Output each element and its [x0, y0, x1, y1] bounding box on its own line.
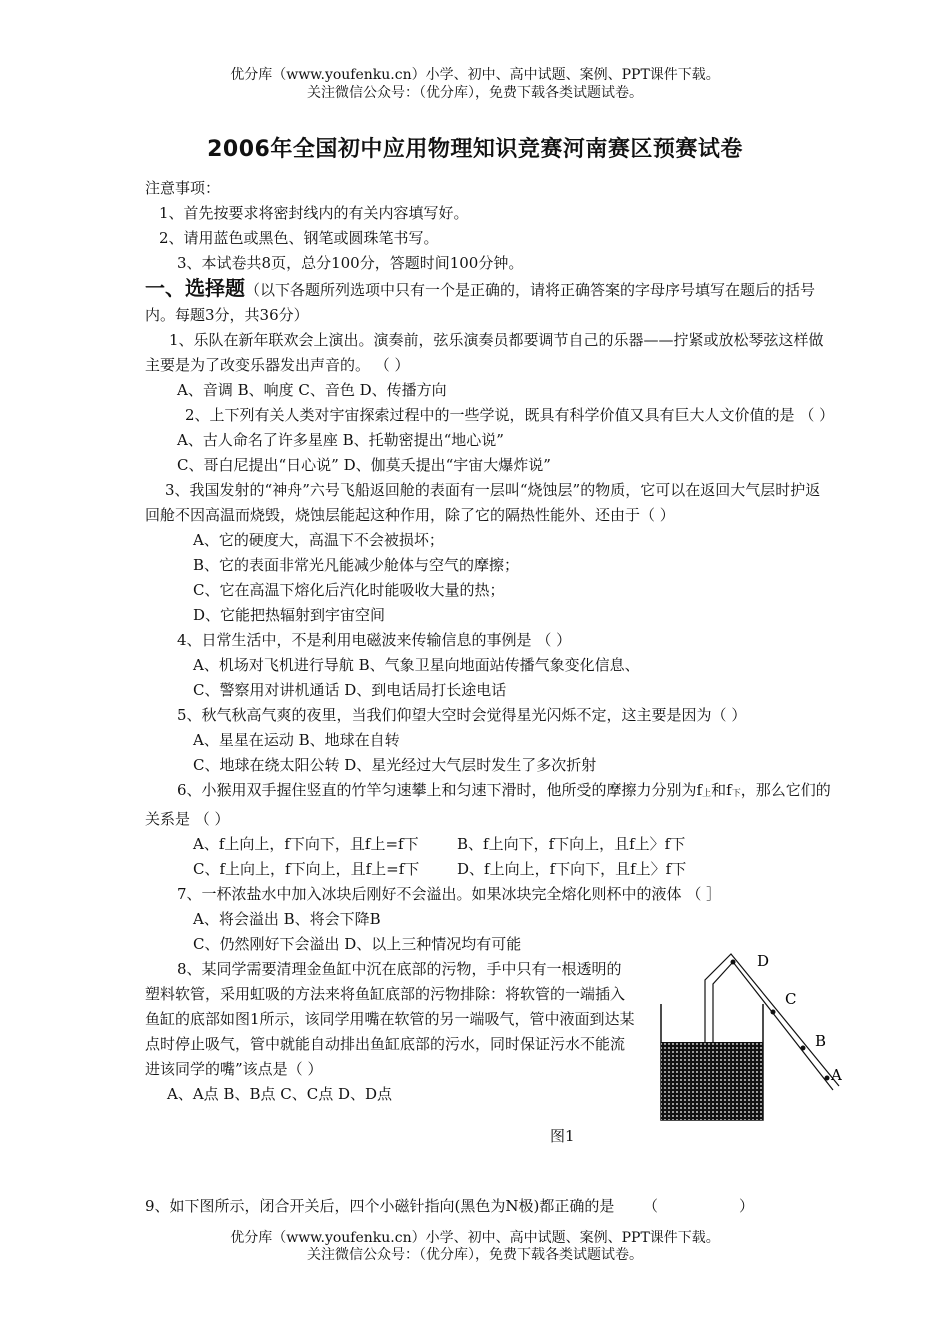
- notice-item-1: 1、首先按要求将密封线内的有关内容填写好。: [159, 204, 469, 222]
- section-1-desc: （以下各题所列选项中只有一个是正确的，请将正确答案的字母序号填写在题后的括号内。每题3分，共36分）: [145, 281, 816, 324]
- q6-stem-b: 和f: [711, 781, 732, 799]
- q6-options-1: [145, 832, 835, 857]
- q3-option-a: A、它的硬度大，高温下不会被损坏；: [193, 531, 444, 549]
- tank-sediment: [661, 1042, 763, 1120]
- q6-option-d: D、f上向上，f下向下，且f上〉f下: [457, 860, 687, 878]
- point-a-dot: [825, 1076, 830, 1081]
- q5-options-1: A、星星在运动 B、地球在自转: [193, 731, 400, 749]
- q6-option-c: C、f上向上，f下向上，且f上=f下: [193, 860, 420, 878]
- q4-options-2: C、警察用对讲机通话 D、到电话局打长途电话: [193, 681, 507, 699]
- point-c-label: C: [785, 990, 797, 1008]
- q5-options-2: C、地球在绕太阳公转 D、星光经过大气层时发生了多次折射: [193, 756, 597, 774]
- point-b-dot: [801, 1046, 806, 1051]
- q9-stem: 9、如下图所示，闭合开关后，四个小磁针指向(黑色为N极)都正确的是 （ ）: [145, 1197, 755, 1215]
- footer-line-1: 优分库（www.youfenku.cn）小学、初中、高中试题、案例、PPT课件下载。: [230, 1230, 720, 1246]
- notice-item-3: 3、本试卷共8页，总分100分，答题时间100分钟。: [177, 254, 524, 272]
- footer-line-2: 关注微信公众号：（优分库），免费下载各类试题试卷。: [307, 1247, 643, 1263]
- notice-heading: 注意事项：: [145, 179, 221, 197]
- notice-item-2: 2、请用蓝色或黑色、钢笔或圆珠笔书写。: [159, 229, 439, 247]
- q6-sub-up: 上: [702, 789, 712, 799]
- siphon-figure: [655, 950, 855, 1125]
- q3-option-c: C、它在高温下熔化后汽化时能吸收大量的热；: [193, 581, 505, 599]
- q7-stem: 7、一杯浓盐水中加入冰块后刚好不会溢出。如果冰块完全熔化则杯中的液体 （ ］: [177, 885, 722, 903]
- point-b-label: B: [815, 1032, 827, 1050]
- q7-options-1: A、将会溢出 B、将会下降B: [193, 910, 381, 928]
- q4-options-1: A、机场对飞机进行导航 B、气象卫星向地面站传播气象变化信息、: [193, 656, 640, 674]
- q4-stem: 4、日常生活中，不是利用电磁波来传输信息的事例是 （ ）: [177, 631, 572, 649]
- page-footer: [0, 1230, 950, 1264]
- q6-sub-down: 下: [731, 789, 741, 799]
- q2-stem: 2、上下列有关人类对宇宙探索过程中的一些学说，既具有科学价值又具有巨大人文价值的是 （ ）: [185, 406, 835, 424]
- section-1-title: 一、选择题: [145, 276, 245, 300]
- header-line-2: 关注微信公众号：（优分库），免费下载各类试题试卷。: [307, 85, 643, 101]
- q7-options-2: C、仍然刚好下会溢出 D、以上三种情况均有可能: [193, 935, 522, 953]
- page-title: 2006年全国初中应用物理知识竞赛河南赛区预赛试卷: [207, 137, 743, 162]
- point-d-dot: [731, 960, 736, 965]
- point-a-label: A: [831, 1066, 842, 1084]
- q6-option-a: A、f上向上，f下向下，且f上=f下: [193, 835, 419, 853]
- q3-option-b: B、它的表面非常光凡能减少舱体与空气的摩擦；: [193, 556, 520, 574]
- q6-stem-c: ，那么它们的关系是 （ ）: [145, 781, 831, 828]
- q6-options-2: [145, 857, 835, 882]
- q6-stem-a: 6、小猴用双手握住竖直的竹竿匀速攀上和匀速下滑时，他所受的摩擦力分别为f: [177, 781, 703, 799]
- q8-options: A、A点 B、B点 C、C点 D、D点: [167, 1085, 393, 1103]
- point-d-label: D: [757, 952, 770, 970]
- q2-options-2: C、哥白尼提出“日心说” D、伽莫夭提出“宇宙大爆炸说”: [177, 456, 551, 474]
- q1-options: A、音调 B、响度 C、音色 D、传播方向: [177, 381, 447, 399]
- q3-option-d: D、它能把热辐射到宇宙空间: [193, 606, 386, 624]
- section-1-intro: [145, 276, 835, 328]
- point-c-dot: [771, 1010, 776, 1015]
- q5-stem: 5、秋气秋高气爽的夜里，当我们仰望大空时会觉得星光闪烁不定，这主要是因为（ ）: [177, 706, 747, 724]
- page-header: [0, 66, 950, 102]
- q8-stem: 8、某同学需要清理金鱼缸中沉在底部的污物，手中只有一根透明的塑料软管，采用虹吸的方法来将鱼缸底部的污物排除：将软管的一端插入鱼缸的底部如图1所示，该同学用嘴在软管的另一端吸气，管中液面到达某点时停止吸气，管中就能自动排出鱼缸底部的污水，同时保证污水不能流进该同学的嘴”该点是（ ）: [145, 960, 635, 1078]
- q6-stem: [145, 778, 835, 832]
- header-line-1: 优分库（www.youfenku.cn）小学、初中、高中试题、案例、PPT课件下载。: [230, 67, 720, 83]
- q2-options-1: A、古人命名了许多星座 B、托勒密提出“地心说”: [177, 431, 504, 449]
- q1-stem: 1、乐队在新年联欢会上演出。演奏前，弦乐演奏员都要调节自己的乐器——拧紧或放松琴弦这样做主要是为了改变乐器发出声音的。 （ ）: [145, 331, 824, 374]
- q6-option-b: B、f上向下，f下向上，且f上〉f下: [457, 835, 686, 853]
- figure-caption: 图1: [550, 1127, 575, 1145]
- q3-stem: 3、我国发射的“神舟”六号飞船返回舱的表面有一层叫“烧蚀层”的物质，它可以在返回大气层时护返回舱不因高温而烧毁，烧蚀层能起这种作用，除了它的隔热性能外、还由于（ ）: [145, 481, 821, 524]
